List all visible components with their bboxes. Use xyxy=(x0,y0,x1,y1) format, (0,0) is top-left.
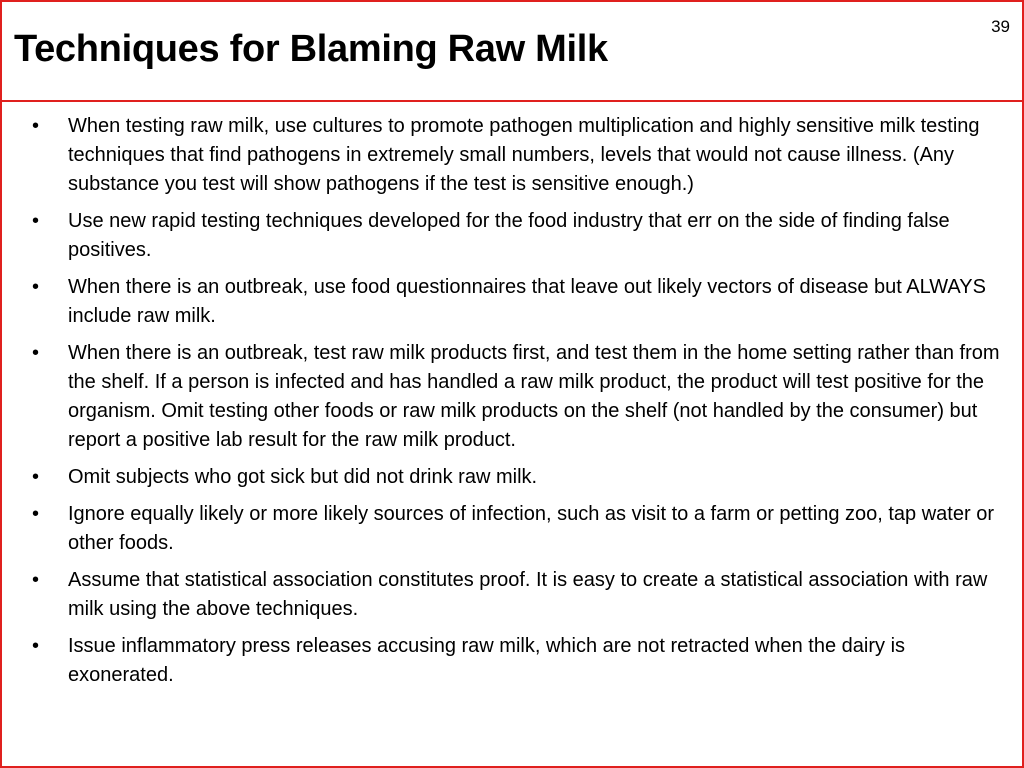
bullet-text: When there is an outbreak, test raw milk products first, and test them in the home setting rather than from the shelf. If a person is infected and has handled a raw milk product, the product will test positive for the organism. Omit testing other foods or raw milk products on the shelf (not handled by the consumer) but report a positive lab result for the raw milk product. xyxy=(68,342,1000,451)
bullet-item xyxy=(28,112,1006,199)
bullet-icon: • xyxy=(32,466,40,488)
bullet-icon: • xyxy=(32,635,40,657)
bullet-item xyxy=(28,339,1006,455)
bullet-text: When there is an outbreak, use food questionnaires that leave out likely vectors of disease but ALWAYS include raw milk. xyxy=(68,276,986,327)
bullet-text: When testing raw milk, use cultures to promote pathogen multiplication and highly sensitive milk testing techniques that find pathogens in extremely small numbers, levels that would not cause illness. (Any substance you test will show pathogens if the test is sensitive enough.) xyxy=(68,115,980,195)
bullet-icon: • xyxy=(32,210,40,232)
bullet-list xyxy=(28,112,1006,698)
bullet-icon: • xyxy=(32,115,40,137)
bullet-item xyxy=(28,632,1006,690)
bullet-icon: • xyxy=(32,342,40,364)
bullet-text: Use new rapid testing techniques developed for the food industry that err on the side of finding false positives. xyxy=(68,210,950,261)
title-area xyxy=(2,2,1022,102)
bullet-text: Issue inflammatory press releases accusing raw milk, which are not retracted when the dairy is exonerated. xyxy=(68,635,906,686)
bullet-item xyxy=(28,500,1006,558)
slide-title: Techniques for Blaming Raw Milk xyxy=(14,28,608,70)
bullet-icon: • xyxy=(32,503,40,525)
bullet-text: Omit subjects who got sick but did not drink raw milk. xyxy=(68,466,538,488)
bullet-text: Ignore equally likely or more likely sources of infection, such as visit to a farm or petting zoo, tap water or other foods. xyxy=(68,503,994,554)
bullet-text: Assume that statistical association constitutes proof. It is easy to create a statistical association with raw milk using the above techniques. xyxy=(68,569,988,620)
bullet-item xyxy=(28,273,1006,331)
bullet-icon: • xyxy=(32,276,40,298)
page-number: 39 xyxy=(991,17,1010,36)
bullet-item xyxy=(28,207,1006,265)
bullet-item xyxy=(28,463,1006,492)
bullet-item xyxy=(28,566,1006,624)
bullet-icon: • xyxy=(32,569,40,591)
